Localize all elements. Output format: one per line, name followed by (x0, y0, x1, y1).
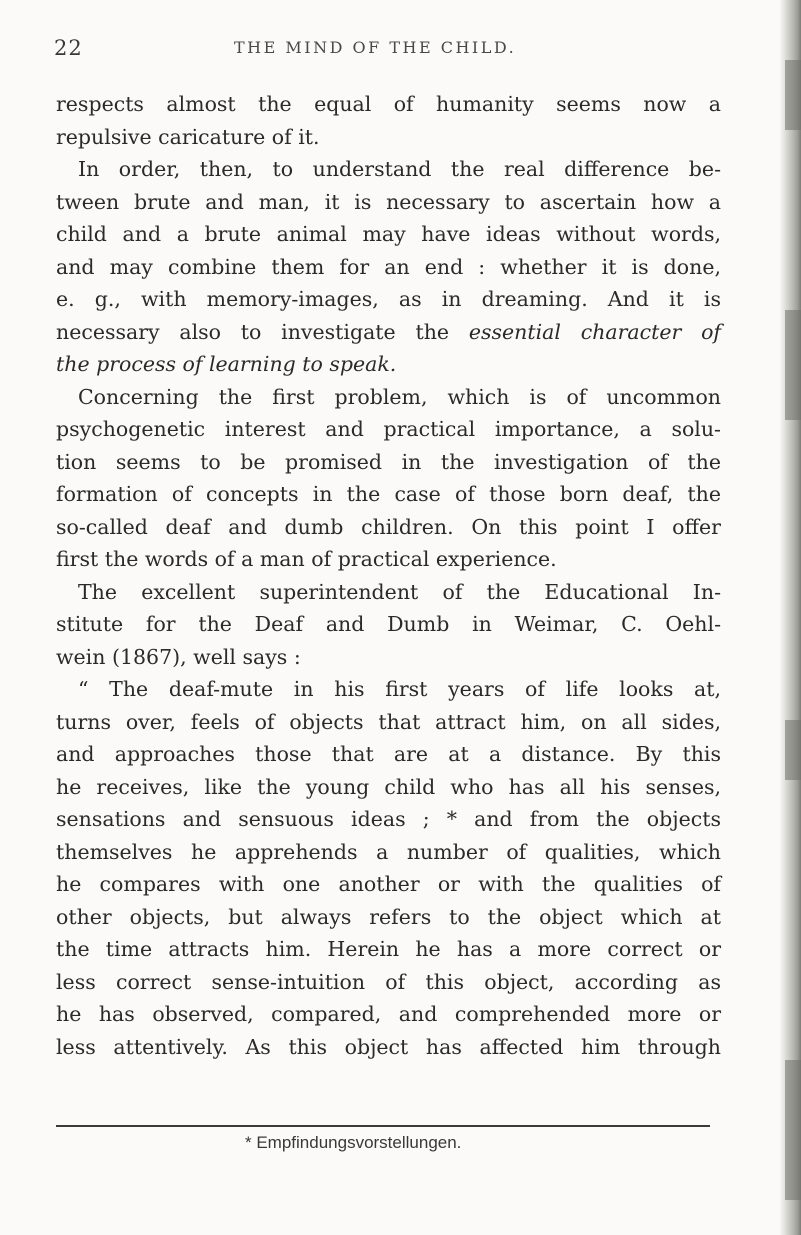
text-line: less attentively. As this object has affected him through (56, 1034, 721, 1059)
text-line: turns over, feels of objects that attract him, on all sides, (56, 709, 721, 734)
text-line: less correct sense-intuition of this object, according as (56, 969, 721, 994)
running-head: THE MIND OF THE CHILD. (234, 38, 517, 57)
text-fragment: necessary also to investigate the (56, 319, 469, 344)
text-line: stitute for the Deaf and Dumb in Weimar, C. Oehl- (56, 612, 721, 636)
text-line: he has observed, compared, and comprehended more or (56, 1002, 721, 1026)
page-header (54, 36, 704, 70)
text-line: tween brute and man, it is necessary to ascertain how a (56, 189, 721, 214)
page-edge-mark (785, 60, 801, 130)
text-line: he receives, like the young child who has all his senses, (56, 774, 721, 799)
text-line: first the words of a man of practical experience. (56, 547, 557, 571)
text-line: wein (1867), well says : (56, 644, 301, 669)
text-line: and may combine them for an end : whether it is done, (56, 254, 721, 279)
text-line: In order, then, to understand the real difference be- (78, 157, 721, 181)
text-line: The excellent superintendent of the Educational In- (78, 579, 721, 604)
footnote: * Empfindungsvorstellungen. (245, 1133, 462, 1152)
text-line: and approaches those that are at a distance. By this (56, 742, 721, 766)
text-line: the process of learning to speak. (56, 352, 397, 376)
text-line: themselves he apprehends a number of qualities, which (56, 839, 721, 864)
text-line: the time attracts him. Herein he has a more correct or (56, 937, 721, 961)
text-line: tion seems to be promised in the investigation of the (56, 449, 721, 474)
page-edge-mark (785, 720, 801, 780)
text-line: respects almost the equal of humanity seems now a (56, 92, 721, 116)
text-line: “ The deaf-mute in his first years of life looks at, (78, 677, 721, 701)
footnote-rule (56, 1125, 710, 1127)
text-line: e. g., with memory-images, as in dreaming. And it is (56, 287, 721, 311)
text-line: psychogenetic interest and practical importance, a solu- (56, 417, 721, 441)
text-line: so-called deaf and dumb children. On this point I offer (56, 514, 721, 539)
body-text (56, 88, 721, 1063)
text-line: Concerning the first problem, which is of uncommon (78, 384, 721, 409)
text-line: repulsive caricature of it. (56, 124, 320, 149)
italic-phrase: essential character of (468, 319, 722, 344)
text-line: formation of concepts in the case of those born deaf, the (56, 482, 721, 506)
page-edge-mark (785, 310, 801, 420)
text-line: other objects, but always refers to the object which at (56, 904, 721, 929)
text-line (56, 316, 721, 349)
page-number: 22 (54, 36, 83, 60)
page-edge-mark (785, 1060, 801, 1200)
text-line: he compares with one another or with the qualities of (56, 872, 721, 896)
page-edge-shadow (779, 0, 801, 1235)
text-line: sensations and sensuous ideas ; * and from the objects (56, 807, 721, 831)
text-line: child and a brute animal may have ideas without words, (56, 222, 721, 246)
